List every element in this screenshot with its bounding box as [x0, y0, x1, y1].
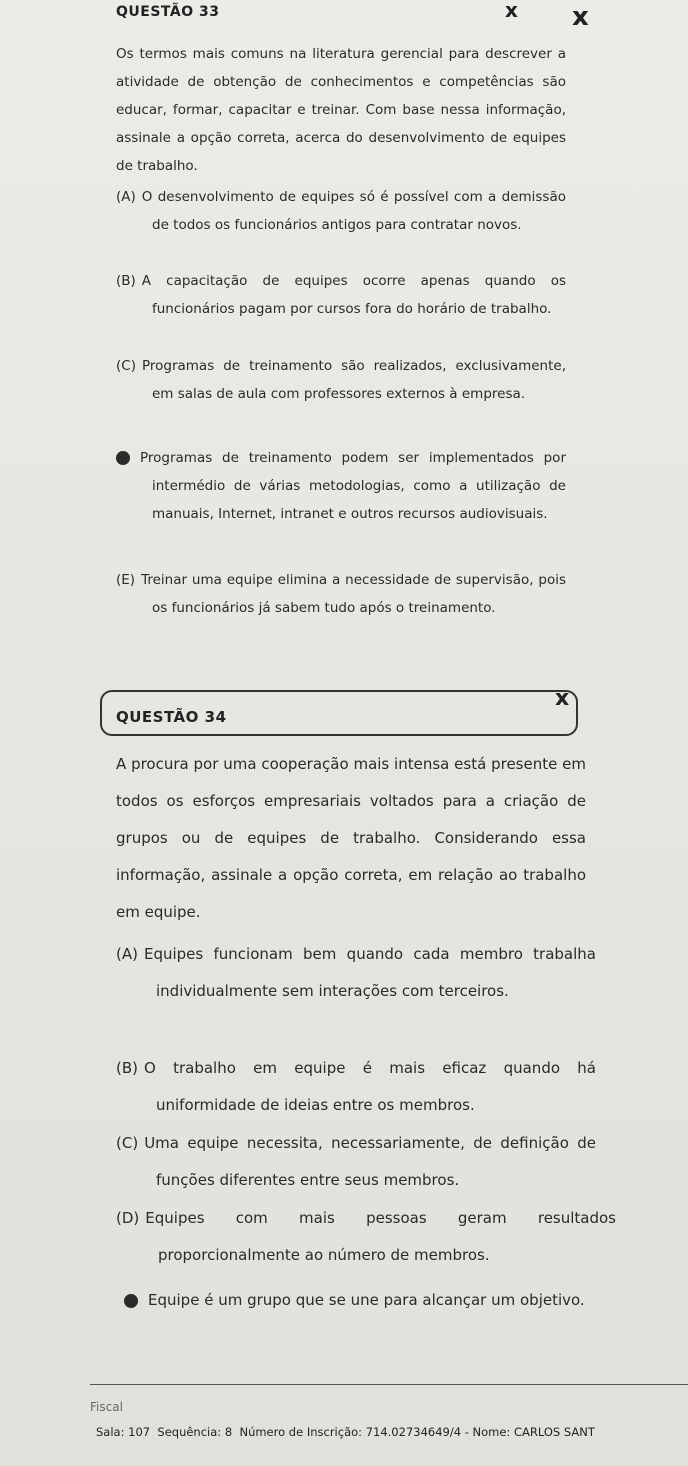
- option-label: (D): [116, 1209, 140, 1227]
- candidate-footer: [96, 1425, 688, 1439]
- marked-answer-bubble: [124, 1294, 138, 1308]
- handwritten-x-mark: x: [505, 0, 518, 22]
- fiscal-label: Fiscal: [90, 1400, 123, 1414]
- question-34-option-b[interactable]: [116, 1050, 596, 1124]
- nome-value: CARLOS SANT: [513, 1425, 595, 1439]
- option-text: O desenvolvimento de equipes só é possível com a demissão de todos os funcionários antigos para contratar novos.: [141, 189, 566, 233]
- marked-answer-bubble: [116, 451, 130, 465]
- question-33-stem: Os termos mais comuns na literatura gerencial para descrever a atividade de obtenção de conhecimentos e competências são educar, formar, capacitar e treinar. Com base nessa informação, assinale a opção correta, acerca do desenvolvimento de equipes de trabalho.: [116, 46, 566, 174]
- option-label: (C): [116, 1134, 139, 1152]
- option-text: Uma equipe necessita, necessariamente, de definição de funções diferentes entre seus membros.: [144, 1134, 596, 1189]
- option-text: Equipe é um grupo que se une para alcançar um objetivo.: [148, 1291, 585, 1309]
- sequencia-value: 8: [224, 1425, 233, 1439]
- inscricao-value: 714.02734649/4: [365, 1425, 462, 1439]
- page-divider: [90, 1384, 688, 1385]
- inscricao-label: Número de Inscrição:: [239, 1425, 363, 1439]
- handwritten-x-mark: x: [555, 686, 570, 711]
- handwritten-x-mark-2: x: [572, 2, 589, 32]
- option-text: Programas de treinamento são realizados, exclusivamente, em salas de aula com professores externos à empresa.: [141, 358, 566, 402]
- question-34-option-a[interactable]: [116, 936, 596, 1010]
- option-text: Equipes com mais pessoas geram resultados proporcionalmente ao número de membros.: [145, 1209, 616, 1264]
- sala-label: Sala:: [96, 1425, 125, 1439]
- option-text: Equipes funcionam bem quando cada membro trabalha individualmente sem interações com terceiros.: [143, 945, 596, 1000]
- question-33-option-a[interactable]: [116, 183, 566, 239]
- option-text: A capacitação de equipes ocorre apenas quando os funcionários pagam por cursos fora do horário de trabalho.: [141, 273, 566, 317]
- option-label: (B): [116, 273, 136, 289]
- option-text: Treinar uma equipe elimina a necessidade de supervisão, pois os funcionários já sabem tudo após o treinamento.: [141, 572, 566, 616]
- question-34-option-e[interactable]: [124, 1282, 624, 1319]
- question-33-option-b[interactable]: [116, 267, 566, 323]
- option-text: Programas de treinamento podem ser implementados por intermédio de várias metodologias, como a utilização de manuais, Internet, intranet e outros recursos audiovisuais.: [140, 450, 566, 522]
- question-34-option-d[interactable]: [116, 1200, 616, 1274]
- option-label: (A): [116, 189, 136, 205]
- option-label: (A): [116, 945, 138, 963]
- question-34-option-c[interactable]: [116, 1125, 596, 1199]
- nome-label: - Nome:: [464, 1425, 511, 1439]
- question-33-option-d[interactable]: [116, 444, 566, 528]
- question-33-header: QUESTÃO 33: [116, 4, 220, 20]
- sequencia-label: Sequência:: [157, 1425, 222, 1439]
- option-label: (B): [116, 1059, 138, 1077]
- question-34-header: QUESTÃO 34: [116, 708, 227, 726]
- option-text: O trabalho em equipe é mais eficaz quando há uniformidade de ideias entre os membros.: [144, 1059, 596, 1114]
- question-34-stem: A procura por uma cooperação mais intensa está presente em todos os esforços empresariais voltados para a criação de grupos ou de equipes de trabalho. Considerando essa informação, assinale a opção correta, em relação ao trabalho em equipe.: [116, 755, 586, 921]
- sala-value: 107: [128, 1425, 151, 1439]
- question-33-option-e[interactable]: [116, 566, 566, 622]
- option-label: (E): [116, 572, 136, 588]
- question-33-option-c[interactable]: [116, 352, 566, 408]
- option-label: (C): [116, 358, 136, 374]
